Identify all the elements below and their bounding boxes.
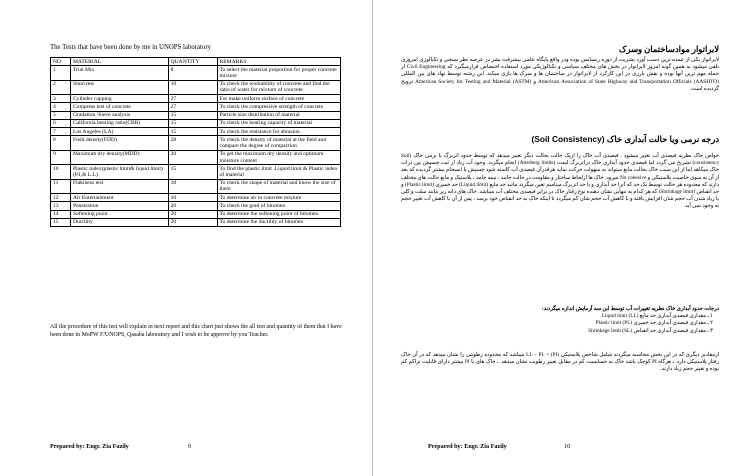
closing-paragraph: All the procedure of this test will explain in next report and this chart just shows the all test and quantity of them that I have been done in MoPW F/UNOPS, Qasaba laboratory and I wish to be approve by you Teacher. [50,324,342,339]
table-row [51,193,341,201]
table-header-row [51,58,341,66]
page-number: 10 [564,443,571,450]
table-row [51,165,341,179]
cell-quantity: 8 [168,66,217,80]
cell-remarks: To find the plastic limit ,Liquid limit & Plastic index of material [217,165,341,179]
cell-remarks: To check the grad of bitumen [217,202,341,210]
cell-quantity: 27 [168,95,217,103]
left-page [0,0,372,476]
cell-no: 9 [51,150,71,164]
cell-material: Penetration [70,202,168,210]
cell-quantity: 20 [168,150,217,164]
table-row [51,202,341,210]
page-number: 9 [188,443,192,450]
page-title: لابراتوار موادساختمان وسرک [618,45,719,54]
column-header-material: MATERIAL [70,58,168,66]
cell-quantity: 20 [168,210,217,218]
right-page [373,0,745,476]
body-paragraph: خواص خاک نظریه فیصدی آب تغییر میشود . فیصدی آب خاک را ازیک حالت بحالت دیگر تغییر میدهد که توسط حدود اتربرگ یا نرمی خاک (Soil consistency) تشریح می گردد اما فیصدی حدود آبداری خاک دراتربرگ لیمت (Atterberg limits) انجام میگردد. وجود آب زیاد از ثبت چسپش بین ذرات خاک میکاهد اما از این سبب خاک بحالت مایع میتواند به سهولت حرکت نماید هرقدرآن فیصدی آب کاسته شود چسپش یا انسجام بیشتر گردیده که بعد از آن به سوی خاصیت پلاستیکی و No cohesive میرود. خاک ها ازلحاظ ساختار و مقاومت در حالت جامد ، نیمه جامد ، پلاستیک و مایع حالت های مختلف دارند که محدوده هر حالت توسط یک حد که آنرا حد آبداری و یا حد اتربرگ مینامیم تعین میگردد مانند حد مایع (Liquid limit) حد خمیری (Plastic limit) و حد انقباض (Shrinkage limit) که هر کدام به تنهایی نشان دهنده نوع رفتار خاک در برابر فیصدی مختلف آب میباشد. خاک های دانه ریز مانند سلت و کلی با زیاد شدن آب حجم شان افزایش یافته و با کاهش آب حجم شان کم میگردد تا اینکه خاک به حد انقباض خود برسد ، پس از آن با کاهش آب تغییر حجم به وجود نمی آید. [401,153,719,210]
cell-remarks: To determine the ductility of bitumen [217,218,341,226]
cell-quantity: 15 [168,119,217,127]
list-heading: درجات حدود آبداری خاک نظریه تغییرات آب توسط ابن سه آزمایش اندازه میگردند: [541,306,719,312]
cell-material: Flakiness test [70,179,168,193]
table-row [51,119,341,127]
cell-material: Plastic index(plastic limit& liquid limit)(P.I,& L.L) [70,165,168,179]
table-row [51,136,341,150]
intro-paragraph: لابراتوار یکی از عمده ترین دست آورد بشریت از دوره رنسانس بوده ودر واقع پایگاه علمی پیشرفت بشر در عرصه نظر سنجی و تکنالوژی امروزی تلقی میشود به همین گونه امروز لابراتوار در بخش های مختلف سیاسی و تکنالوژیکی مورد استفاده اختصاص قرارمیگیرد که Civil Engineering از جمله مهم ترین آنها بوده و نقش بارزی در این کارکرد از لابراتوار در ساختمان ها و سرک ها بازی میکند. این رشته توسط نهاد های بین المللی (AASHTO) American Association of State Highway and Transportation Officials و (ASTM) American Society for Testing and Material ترویج گردیده است. [401,57,720,92]
cell-no: 10 [51,165,71,179]
cell-quantity: 20 [168,202,217,210]
cell-quantity: 15 [168,165,217,179]
cell-remarks: To check the compressive strength of concrete [217,103,341,111]
cell-quantity: 28 [168,136,217,150]
table-row [51,66,341,80]
cell-no: 14 [51,210,71,218]
cell-no: 6 [51,119,71,127]
cell-no: 2 [51,80,71,94]
cell-material: Air Entertainment [70,193,168,201]
column-header-quantity: QUANTITY [168,58,217,66]
body-paragraph-2: ازمقادیر دیگری که در این بخش محاسبه میگردند شامل شاخص پلاستیکی (PI) = LL − PL میباشد که محدوده رطوبتی را نشان میدهد که در آن خاک رفتار پلاستیکی دارد. ـ هرگاه PI کوچک باشد خاک به حساسیت کم در مقابل تغییر رطوبت نشان میدهد. ـ خاک های با PI بیشتر دارای قابلیت تراکم کم بوده و تغییر حجم زیاد دارند. [401,352,719,373]
table-row [51,128,341,136]
cell-quantity: 10 [168,80,217,94]
cell-remarks: To check the workability of concrete and find the ratio of water for mixture of concrete [217,80,341,94]
footer-prepared-by: Prepared by: Engr. Zia Fazily [50,443,129,450]
table-row [51,80,341,94]
cell-no: 12 [51,193,71,201]
cell-remarks: To check the bearing capacity of material [217,119,341,127]
list-item: ۲ ـ مقداری فیصدی آبداری حد خمیری (PL) Plastic limit [595,320,713,327]
cell-remarks: To get the maximum dry density and optimum moisture content [217,150,341,164]
cell-material: Ductility [70,218,168,226]
section-heading: درجه نرمی ویا حالت آبداری خاک (Soil Consistency) [531,134,719,144]
cell-material: Softening point [70,210,168,218]
cell-quantity: 20 [168,218,217,226]
cell-no: 13 [51,202,71,210]
cell-no: 11 [51,179,71,193]
cell-material: Field density(FDD) [70,136,168,150]
cell-remarks: To determine the softening point of bitumen [217,210,341,218]
footer-prepared-by: Prepared by: Engr. Zia Fazily [428,443,507,450]
cell-remarks: For make uniform surface of concrete [217,95,341,103]
cell-material: Gradation /Sieve analysis [70,111,168,119]
cell-remarks: To check the shape of material and know the size of them [217,179,341,193]
cell-material: Slum test [70,80,168,94]
cell-no: 7 [51,128,71,136]
cell-material: Los Angeles (LA) [70,128,168,136]
limits-list [401,306,719,335]
cell-remarks: To check the density of material at the field and compare the degree of compaction [217,136,341,150]
cell-remarks: To check the resistance for abrasion [217,128,341,136]
cell-no: 1 [51,66,71,80]
cell-quantity: 15 [168,128,217,136]
cell-no: 4 [51,103,71,111]
cell-remarks: Particle size distribution of material [217,111,341,119]
cell-material: California bearing ratio(CBR) [70,119,168,127]
table-row [51,150,341,164]
column-header-remarks: REMARKS [217,58,341,66]
list-item: ۱ ـ مقداری فیصدی آبداری حد مایع (LL) Liquid limit [601,313,713,320]
table-row [51,179,341,193]
column-header-no: NO [51,58,71,66]
cell-no: 5 [51,111,71,119]
cell-material: Compress test of concrete [70,103,168,111]
cell-quantity: 18 [168,179,217,193]
cell-remarks: To determine air in concrete mixture [217,193,341,201]
list-item: ۳ ـ مقداری فیصدی آبداری حد انقباض (SL) Shrinkage limit [588,327,713,334]
cell-remarks: To select the material proportion for proper concrete mixture [217,66,341,80]
cell-material: Trial Mix [70,66,168,80]
cell-material: Cylinder capping [70,95,168,103]
table-row [51,218,341,226]
table-row [51,111,341,119]
table-row [51,210,341,218]
table-row [51,95,341,103]
cell-no: 8 [51,136,71,150]
cell-material: Maximum dry density(MDD) [70,150,168,164]
cell-no: 3 [51,95,71,103]
cell-quantity: 15 [168,111,217,119]
cell-no: 15 [51,218,71,226]
cell-quantity: 27 [168,103,217,111]
table-row [51,103,341,111]
tests-table [50,57,341,227]
cell-quantity: 10 [168,193,217,201]
page-heading: The Tests that have been done by me in UNOPS laboratory [50,44,211,51]
